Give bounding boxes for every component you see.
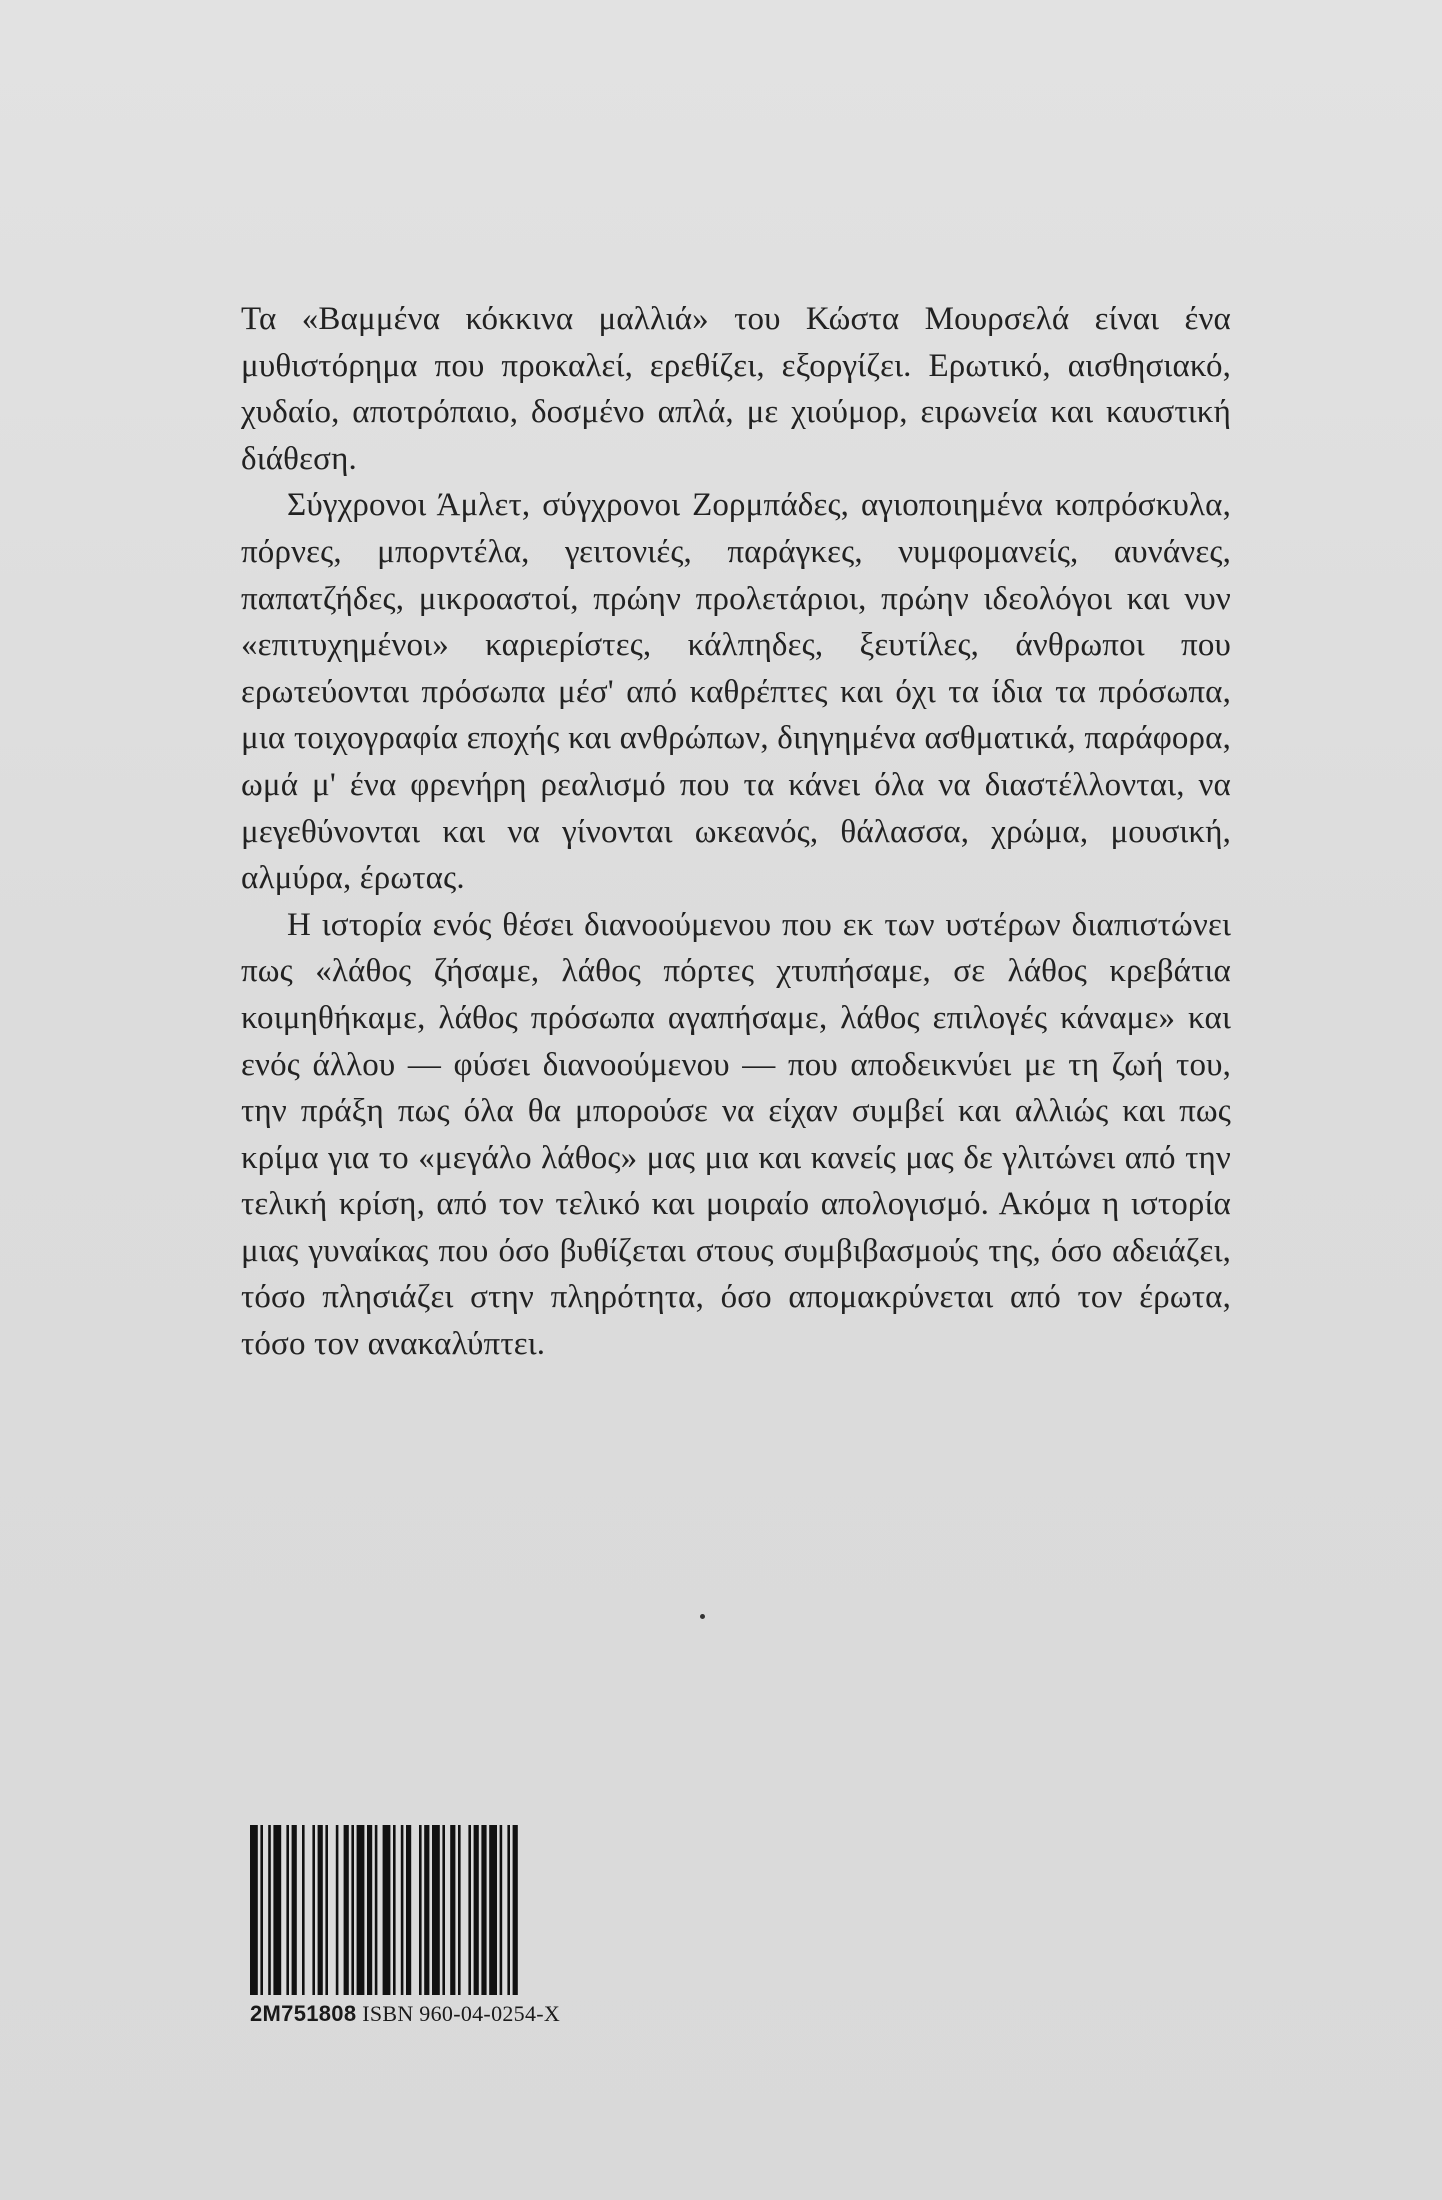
barcode-bar <box>424 1825 429 1995</box>
barcode-code: 2M751808 <box>250 2001 357 2026</box>
barcode-bar <box>375 1825 378 1995</box>
ornament-dot <box>700 1614 705 1619</box>
blurb-paragraph-2: Σύγχρονοι Άμλετ, σύγχρονοι Ζορμπάδες, αγιοποιημένα κοπρόσκυλα, πόρνες, μπορντέλα, γειτονιές, παράγκες, νυμφομανείς, αυνάνες, παπατζήδες, μικροαστοί, πρώην προλετάριοι, πρώην ιδεολόγοι και νυν «επιτυχημένοι» καριερίστες, κάλπηδες, ξευτίλες, άνθρωποι που ερωτεύονται πρόσωπα μέσ' από καθρέπτες και όχι τα ίδια τα πρόσωπα, μια τοιχογραφία εποχής και ανθρώπων, διηγημένα ασθματικά, παράφορα, ωμά μ' ένα φρενήρη ρεαλισμό που τα κάνει όλα να διαστέλλονται, να μεγεθύνονται και να γίνονται ωκεανός, θάλασσα, χρώμα, μουσική, αλμύρα, έρωτας. <box>241 487 1231 897</box>
barcode-block <box>250 1825 620 2027</box>
barcode-bar <box>268 1825 271 1995</box>
barcode-bar <box>507 1825 510 1995</box>
barcode-bar <box>325 1825 328 1995</box>
blurb-text <box>241 296 1231 1368</box>
barcode-bar <box>312 1825 315 1995</box>
barcode-bar <box>367 1825 372 1995</box>
barcode-bar <box>292 1825 297 1995</box>
barcode-bar <box>260 1825 263 1995</box>
barcode-bar <box>432 1825 440 1995</box>
barcode-bar <box>419 1825 422 1995</box>
barcode-bar <box>442 1825 445 1995</box>
barcode-bar <box>458 1825 461 1995</box>
barcode-bar <box>401 1825 404 1995</box>
barcode-bar <box>250 1825 258 1995</box>
barcode-bar <box>393 1825 396 1995</box>
blurb-paragraph-1: Τα «Βαμμένα κόκκινα μαλλιά» του Κώστα Μουρσελά είναι ένα μυθιστόρημα που προκαλεί, ερεθίζει, εξοργίζει. Ερωτικό, αισθησιακό, χυδαίο, αποτρόπαιο, δοσμένο απλά, με χιούμορ, ειρωνεία και καυστική διάθεση. <box>241 301 1231 477</box>
blurb-paragraph-3: Η ιστορία ενός θέσει διανοούμενου που εκ των υστέρων διαπιστώνει πως «λάθος ζήσαμε, λάθος πόρτες χτυπήσαμε, σε λάθος κρεβάτια κοιμηθήκαμε, λάθος πρόσωπα αγαπήσαμε, λάθος επιλογές κάναμε» και ενός άλλου — φύσει διανοούμενου — που αποδεικνύει με τη ζωή του, την πράξη πως όλα θα μπορούσε να είχαν συμβεί και αλλιώς και πως κρίμα για το «μεγάλο λάθος» μας μια και κανείς μας δε γλιτώνει από την τελική κρίση, από τον τελικό και μοιραίο απολογισμό. Ακόμα η ιστορία μιας γυναίκας που όσο βυθίζεται στους συμβιβασμούς της, όσο αδειάζει, τόσο πλησιάζει στην πληρότητα, όσο απομακρύνεται από τον έρωτα, τόσο τον ανακαλύπτει. <box>241 906 1231 1363</box>
barcode-bar <box>302 1825 305 1995</box>
barcode-bar <box>336 1825 339 1995</box>
barcode-bar <box>481 1825 486 1995</box>
barcode-bar <box>357 1825 365 1995</box>
barcode-bar <box>286 1825 289 1995</box>
isbn-number: ISBN 960-04-0254-X <box>362 2001 561 2026</box>
barcode-bar <box>406 1825 411 1995</box>
barcode-bar <box>383 1825 391 1995</box>
barcode-bar <box>468 1825 471 1995</box>
barcode-bar <box>273 1825 281 1995</box>
barcode-bar <box>450 1825 455 1995</box>
barcode-bar <box>318 1825 323 1995</box>
barcode-bar <box>513 1825 518 1995</box>
barcode-caption <box>250 2001 620 2027</box>
barcode-image <box>250 1825 610 1995</box>
barcode-bar <box>474 1825 479 1995</box>
barcode-bar <box>500 1825 503 1995</box>
barcode-bar <box>489 1825 497 1995</box>
barcode-bar <box>351 1825 354 1995</box>
barcode-bar <box>344 1825 349 1995</box>
